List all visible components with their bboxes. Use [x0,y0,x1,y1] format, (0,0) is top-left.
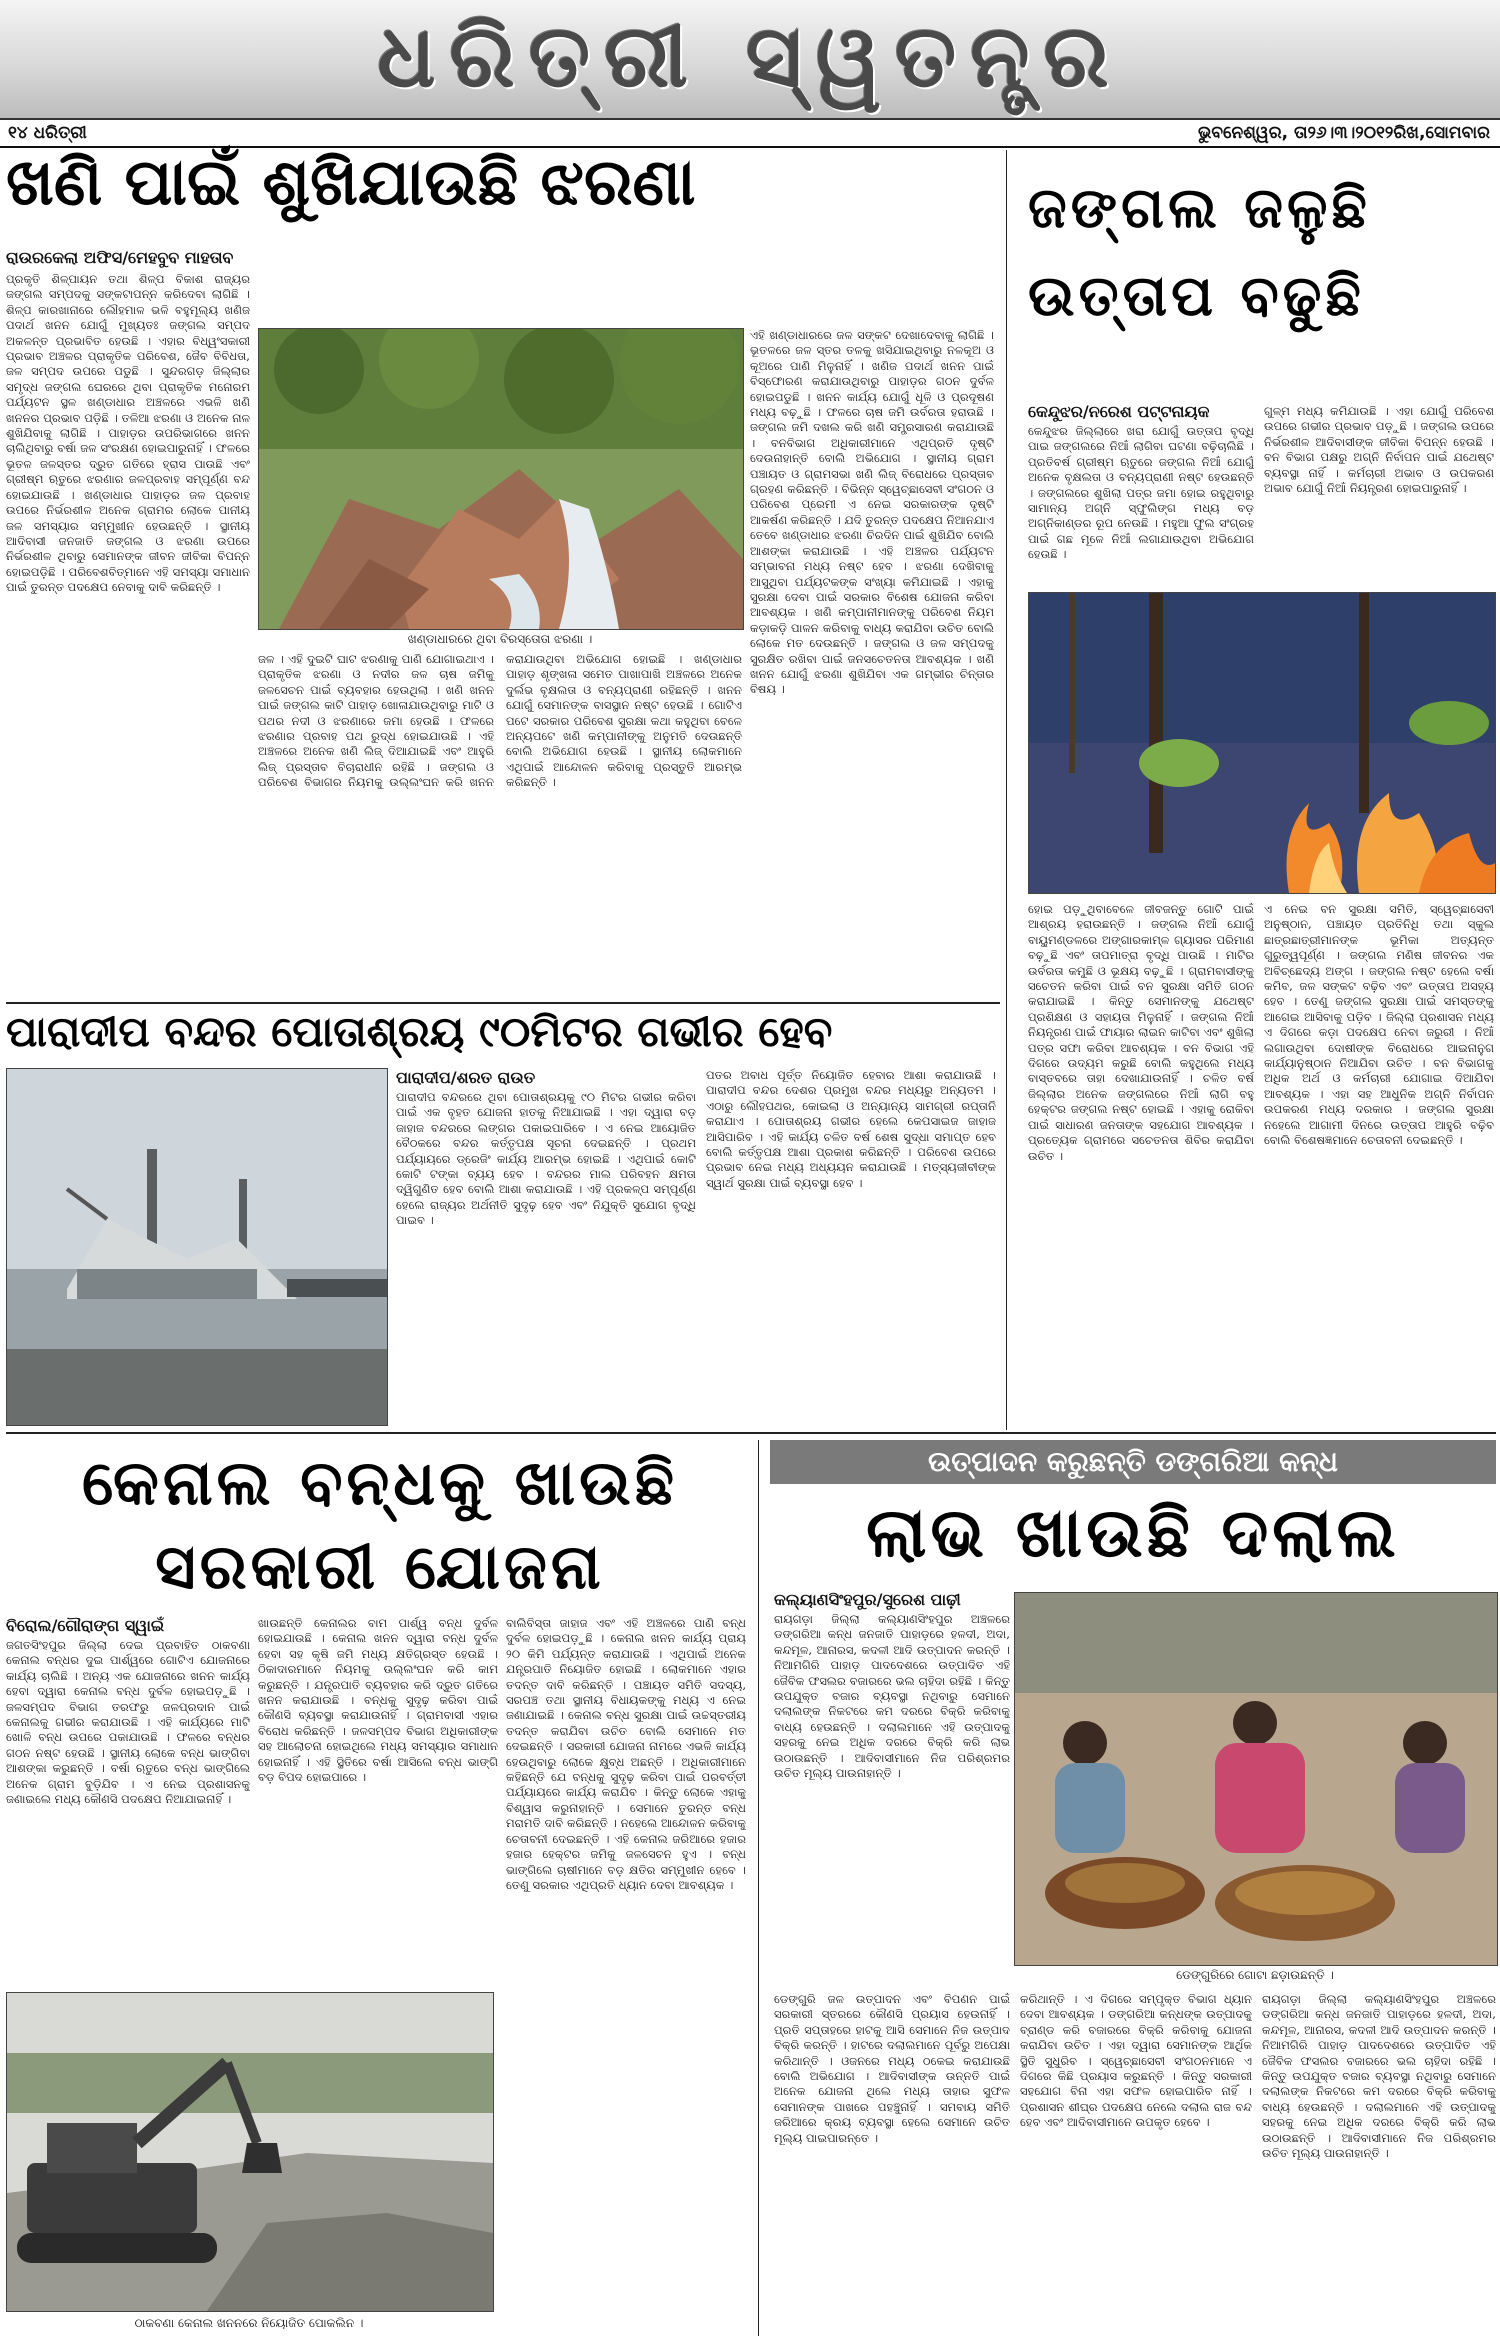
story4-photo-caption: ଠାକବଣା କେନାଲ ଖନନରେ ନିୟୋଜିତ ପୋକଲିନ । [134,2316,364,2330]
story2-column-1: କେନ୍ଦୁଝର ଜିଲ୍ଲାରେ ଖରା ଯୋଗୁଁ ଉତ୍ତାପ ବୃଦ୍ଧି ପାଇ ଜଙ୍ଗଲରେ ନିଆଁ ଲାଗିବା ଘଟଣା ବଢ଼ିଚାଲିଛି । ପ୍ରତିବର୍ଷ ଗ୍ରୀଷ୍ମ ଋତୁରେ ଜଙ୍ଗଲ ନିଆଁ ଯୋଗୁଁ ଅନେକ ବୃକ୍ଷଲତା ଓ ବନ୍ୟପ୍ରାଣୀ ନଷ୍ଟ ହେଉଛନ୍ତି । ଜଙ୍ଗଲରେ ଶୁଖିଲା ପତ୍ର ଜମା ହୋଇ ରହୁଥିବାରୁ ସାମାନ୍ୟ ଅଗ୍ନି ସ୍ଫୁଲିଙ୍ଗ ମଧ୍ୟ ବଡ଼ ଅଗ୍ନିକାଣ୍ଡର ରୂପ ନେଉଛି । ମହୁଆ ଫୁଲ ସଂଗ୍ରହ ପାଇଁ ଗଛ ମୂଳେ ନିଆଁ ଲଗାଯାଉଥିବା ଅଭିଯୋଗ ହେଉଛି । [1028,424,1254,562]
story4-column-1: ଜଗତସିଂହପୁର ଜିଲ୍ଲା ଦେଇ ପ୍ରବାହିତ ଠାକବଣା କେନାଲ ବନ୍ଧର ଦୁଇ ପାର୍ଶ୍ୱରେ ଗୋଟିଏ ଯୋଜନାରେ କାର୍ଯ୍ୟ ଚାଲିଛି । ଅନ୍ୟ ଏକ ଯୋଜନାରେ ଖନନ କାର୍ଯ୍ୟ ହେବା ଦ୍ୱାରା କେନାଲ ବନ୍ଧ ଦୁର୍ବଳ ହୋଇପଡ଼ୁଛି । ଜଳସମ୍ପଦ ବିଭାଗ ତରଫରୁ ଜଳପ୍ରଦାନ ପାଇଁ କେନାଲକୁ ଗଭୀର କରାଯାଉଛି । ଏହି କାର୍ଯ୍ୟରେ ମାଟି ଖୋଳି ବନ୍ଧ ଉପରେ ପକାଯାଉଛି । ଫଳରେ ବନ୍ଧର ଗଠନ ନଷ୍ଟ ହେଉଛି । ସ୍ଥାନୀୟ ଲୋକେ ବନ୍ଧ ଭାଙ୍ଗିବା ଆଶଙ୍କା କରୁଛନ୍ତି । ବର୍ଷା ଋତୁରେ ବନ୍ଧ ଭାଙ୍ଗିଲେ ଅନେକ ଗ୍ରାମ ବୁଡ଼ିଯିବ । ଏ ନେଇ ପ୍ରଶାସନକୁ ଜଣାଇଲେ ମଧ୍ୟ କୌଣସି ପଦକ୍ଷେପ ନିଆଯାଇନାହିଁ । [6,1638,250,1807]
story4-headline-line1: କେନାଲ ବନ୍ଧକୁ ଖାଉଛି [81,1446,679,1519]
story5-column-3: କରିଥାନ୍ତି । ଏ ଦିଗରେ ସମ୍ପୃକ୍ତ ବିଭାଗ ଧ୍ୟାନ ଦେବା ଆବଶ୍ୟକ । ଡଙ୍ଗରିଆ କନ୍ଧଙ୍କ ଉତ୍ପାଦକୁ ବ୍ରାଣ୍ଡ କରି ବଜାରରେ ବିକ୍ରି କରିବାକୁ ଯୋଜନା କରାଯିବା ଉଚିତ । ଏହା ଦ୍ୱାରା ସେମାନଙ୍କ ଆର୍ଥିକ ସ୍ଥିତି ସୁଧୁରିବ । ସ୍ୱେଚ୍ଛାସେବୀ ସଂଗଠନମାନେ ଏ ଦିଗରେ କିଛି ପ୍ରୟାସ କରୁଛନ୍ତି । କିନ୍ତୁ ସରକାରୀ ସହଯୋଗ ବିନା ଏହା ସଫଳ ହୋଇପାରିବ ନାହିଁ । ପ୍ରଶାସନ ଶୀଘ୍ର ପଦକ୍ଷେପ ନେଲେ ଦଲାଲ ରାଜ ବନ୍ଦ ହେବ ଏବଂ ଆଦିବାସୀମାନେ ଉପକୃତ ହେବେ । [1020,1992,1252,2130]
masthead [0,0,1500,120]
story1-column-2: ଜଳ । ଏହି ଦୁଇଟି ଘାଟ ଝରଣାକୁ ପାଣି ଯୋଗାଇଥାଏ । ପ୍ରାକୃତିକ ଝରଣା ଓ ନଦୀର ଜଳ ଚାଷ ଜମିକୁ ଜଳସେଚନ ପାଇଁ ବ୍ୟବହାର ହେଉଥିଲା । ଖଣି ଖନନ ପାଇଁ ଜଙ୍ଗଲ କାଟି ପାହାଡ଼ ଖୋଳାଯାଉଥିବାରୁ ମାଟି ଓ ପଥର ନଦୀ ଓ ଝରଣାରେ ଜମା ହେଉଛି । ଫଳରେ ଝରଣାର ପ୍ରବାହ ପଥ ରୁଦ୍ଧ ହୋଇଯାଉଛି । ଏହି ଅଞ୍ଚଳରେ ଅନେକ ଖଣି ଲିଜ୍ ଦିଆଯାଇଛି ଏବଂ ଆହୁରି ଲିଜ୍ ପ୍ରସ୍ତାବ ବିଚାରାଧୀନ ରହିଛି । ଜଙ୍ଗଲ ଓ ପରିବେଶ ବିଭାଗର ନିୟମକୁ ଉଲ୍ଲଂଘନ କରି ଖନନ କରାଯାଉଥିବା ଅଭିଯୋଗ ହୋଇଛି । ଖଣ୍ଡାଧାର ପାହାଡ଼ ଶୃଙ୍ଖଳା ସମେତ ପାଖାପାଖି ଅଞ୍ଚଳରେ ଅନେକ ଦୁର୍ଲଭ ବୃକ୍ଷଲତା ଓ ବନ୍ୟପ୍ରାଣୀ ରହିଛନ୍ତି । ଖନନ ଯୋଗୁଁ ସେମାନଙ୍କ ବାସସ୍ଥାନ ନଷ୍ଟ ହେଉଛି । ଗୋଟିଏ ପଟେ ସରକାର ପରିବେଶ ସୁରକ୍ଷା କଥା କହୁଥିବା ବେଳେ ଅନ୍ୟପଟେ ଖଣି କମ୍ପାନୀଙ୍କୁ ଅନୁମତି ଦେଉଛନ୍ତି ବୋଲି ଅଭିଯୋଗ ହେଉଛି । ସ୍ଥାନୀୟ ଲୋକମାନେ ଏଥିପାଇଁ ଆନ୍ଦୋଳନ କରିବାକୁ ପ୍ରସ୍ତୁତି ଆରମ୍ଭ କରିଛନ୍ତି । [258,652,742,790]
story3-byline: ପାରାଦୀପ/ଶରତ ରାଉତ [396,1068,536,1087]
port-dredging-image [7,1069,387,1425]
story2-headline-line2: ଉତ୍ତାପ ବଢୁଛି [1028,264,1365,329]
story4-column-3: ବାଲିବିସ୍ତା ଜାହାଜ ଏବଂ ଏହି ଅଞ୍ଚଳରେ ପାଣି ବନ୍ଧ ଦୁର୍ବଳ ହୋଇପଡ଼ୁଛି । କେନାଲ ଖନନ କାର୍ଯ୍ୟ ପ୍ରାୟ ୨୦ କିମି ପର୍ଯ୍ୟନ୍ତ କରାଯାଉଛି । ଏଥିପାଇଁ ଅନେକ ଯନ୍ତ୍ରପାତି ନିୟୋଜିତ ହୋଇଛି । ଲୋକମାନେ ଏହାର ତଦନ୍ତ ଦାବି କରିଛନ୍ତି । ପଞ୍ଚାୟତ ସମିତି ସଦସ୍ୟ, ସରପଞ୍ଚ ତଥା ସ୍ଥାନୀୟ ବିଧାୟକଙ୍କୁ ମଧ୍ୟ ଏ ନେଇ ଜଣାଯାଇଛି । କେନାଲ ବନ୍ଧ ସୁରକ୍ଷା ପାଇଁ ଉଚ୍ଚସ୍ତରୀୟ ତଦନ୍ତ କରାଯିବା ଉଚିତ ବୋଲି ସେମାନେ ମତ ଦେଇଛନ୍ତି । ସରକାରୀ ଯୋଜନା ନାମରେ ଏଭଳି କାର୍ଯ୍ୟ ହେଉଥିବାରୁ ଲୋକେ କ୍ଷୁବ୍ଧ ଅଛନ୍ତି । ଅଧିକାରୀମାନେ କହିଛନ୍ତି ଯେ ବନ୍ଧକୁ ସୁଦୃଢ଼ କରିବା ପାଇଁ ପରବର୍ତ୍ତୀ ପର୍ଯ୍ୟାୟରେ କାର୍ଯ୍ୟ କରାଯିବ । କିନ୍ତୁ ଲୋକେ ଏହାକୁ ବିଶ୍ୱାସ କରୁନାହାନ୍ତି । ସେମାନେ ତୁରନ୍ତ ବନ୍ଧ ମରାମତି ଦାବି କରିଛନ୍ତି । ନହେଲେ ଆନ୍ଦୋଳନ କରିବାକୁ ଚେତାବନୀ ଦେଇଛନ୍ତି । ଏହି କେନାଲ ଜରିଆରେ ହଜାର ହଜାର ହେକ୍ଟର ଜମିକୁ ଜଳସେଚନ ହୁଏ । ବନ୍ଧ ଭାଙ୍ଗିଲେ ଚାଷୀମାନେ ବଡ଼ କ୍ଷତିର ସମ୍ମୁଖୀନ ହେବେ । ତେଣୁ ସରକାର ଏଥିପ୍ରତି ଧ୍ୟାନ ଦେବା ଆବଶ୍ୟକ । [506,1616,746,1892]
story4-byline: ବିରୋଲ/ଗୌରାଙ୍ଗ ସ୍ୱାଇଁ [6,1616,165,1635]
forest-fire-image [1029,593,1495,893]
story1-photo [258,328,744,630]
waterfall-rocks-image [259,329,743,629]
section-rule [6,1432,1496,1434]
story1-column-3: ଏହି ଖଣ୍ଡାଧାରରେ ଜଳ ସଙ୍କଟ ଦେଖାଦେବାକୁ ଲାଗିଛି । ଭୂତଳରେ ଜଳ ସ୍ତର ତଳକୁ ଖସିଯାଇଥିବାରୁ ନଳକୂଅ ଓ କୂଅରେ ପାଣି ମିଳୁନାହିଁ । ଖଣିଜ ପଦାର୍ଥ ଖନନ ପାଇଁ ବିସ୍ଫୋରଣ କରାଯାଉଥିବାରୁ ପାହାଡ଼ର ଗଠନ ଦୁର୍ବଳ ହୋଇପଡୁଛି । ଖନନ କାର୍ଯ୍ୟ ଯୋଗୁଁ ଧୂଳି ଓ ପ୍ରଦୂଷଣ ମଧ୍ୟ ବଢ଼ୁଛି । ଫଳରେ ଚାଷ ଜମି ଉର୍ବରତା ହରାଉଛି । ଜଙ୍ଗଲ ଜମି ଦଖଲ କରି ଖଣି ସମ୍ପ୍ରସାରଣ କରାଯାଉଛି । ବନବିଭାଗ ଅଧିକାରୀମାନେ ଏଥିପ୍ରତି ଦୃଷ୍ଟି ଦେଉନାହାନ୍ତି ବୋଲି ଅଭିଯୋଗ । ସ୍ଥାନୀୟ ଗ୍ରାମ ପଞ୍ଚାୟତ ଓ ଗ୍ରାମସଭା ଖଣି ଲିଜ୍ ବିରୋଧରେ ପ୍ରସ୍ତାବ ଗ୍ରହଣ କରିଛନ୍ତି । ବିଭିନ୍ନ ସ୍ୱେଚ୍ଛାସେବୀ ସଂଗଠନ ଓ ପରିବେଶ ପ୍ରେମୀ ଏ ନେଇ ସରକାରଙ୍କ ଦୃଷ୍ଟି ଆକର୍ଷଣ କରିଛନ୍ତି । ଯଦି ତୁରନ୍ତ ପଦକ୍ଷେପ ନିଆନଯାଏ ତେବେ ଖଣ୍ଡାଧାର ଝରଣା ଚିରଦିନ ପାଇଁ ଶୁଖିଯିବ ବୋଲି ଆଶଙ୍କା କରାଯାଉଛି । ଏହି ଅଞ୍ଚଳର ପର୍ଯ୍ୟଟନ ସମ୍ଭାବନା ମଧ୍ୟ ନଷ୍ଟ ହେବ । ଝରଣା ଦେଖିବାକୁ ଆସୁଥିବା ପର୍ଯ୍ୟଟକଙ୍କ ସଂଖ୍ୟା କମିଯାଇଛି । ଏହାକୁ ସୁରକ୍ଷା ଦେବା ପାଇଁ ସରକାର ବିଶେଷ ଯୋଜନା କରିବା ଆବଶ୍ୟକ । ଖଣି କମ୍ପାନୀମାନଙ୍କୁ ପରିବେଶ ନିୟମ କଡ଼ାକଡ଼ି ପାଳନ କରିବାକୁ ବାଧ୍ୟ କରାଯିବା ଉଚିତ ବୋଲି ଲୋକେ ମତ ଦେଉଛନ୍ତି । ଜଙ୍ଗଲ ଓ ଜଳ ସମ୍ପଦକୁ ସୁରକ୍ଷିତ ରଖିବା ପାଇଁ ଜନସଚେତନତା ଆବଶ୍ୟକ । ଖଣି ଖନନ ଯୋଗୁଁ ଝରଣା ଶୁଖିଯିବା ଏକ ଗମ୍ଭୀର ଚିନ୍ତାର ବିଷୟ । [750,328,994,697]
story5-column-2: ଡେଙ୍ଗୁରି ଜଳ ଉତ୍ପାଦନ ଏବଂ ବିପଣନ ପାଇଁ ସରକାରୀ ସ୍ତରରେ କୌଣସି ପ୍ରୟାସ ହେଉନାହିଁ । ପ୍ରତି ସପ୍ତାହରେ ହାଟକୁ ଆସି ସେମାନେ ନିଜ ଉତ୍ପାଦ ବିକ୍ରି କରନ୍ତି । ହାଟରେ ଦଲାଲମାନେ ପୂର୍ବରୁ ଅପେକ୍ଷା କରିଥାନ୍ତି । ଓଜନରେ ମଧ୍ୟ ଠକେଇ କରାଯାଉଛି ବୋଲି ଅଭିଯୋଗ । ଆଦିବାସୀଙ୍କ ଉନ୍ନତି ପାଇଁ ଅନେକ ଯୋଜନା ଥିଲେ ମଧ୍ୟ ତାହାର ସୁଫଳ ସେମାନଙ୍କ ପାଖରେ ପହଞ୍ଚୁନାହିଁ । ସମବାୟ ସମିତି ଜରିଆରେ କ୍ରୟ ବ୍ୟବସ୍ଥା ହେଲେ ସେମାନେ ଉଚିତ ମୂଲ୍ୟ ପାଇପାରନ୍ତେ । [774,1992,1010,2145]
story1-column-1: ପ୍ରକୃତି ଶିଳ୍ପାୟନ ତଥା ଶିଳ୍ପ ବିକାଶ ରାଜ୍ୟର ଜଙ୍ଗଲ ସମ୍ପଦକୁ ସଙ୍କଟାପନ୍ନ କରିଦେବା ଲାଗିଛି । ଶିଳ୍ପ କାରଖାନାରେ ଲୌହମାଳ ଭଳି ବହୁମୂଲ୍ୟ ଖଣିଜ ପଦାର୍ଥ ଖନନ ଯୋଗୁଁ ମୁଖ୍ୟତଃ ଜଙ୍ଗଲ ସମ୍ପଦ ଅକଳନ୍ତ ପ୍ରଭାବିତ ହେଉଛି । ଏହାର ବିଧ୍ୱଂସକାରୀ ପ୍ରଭାବ ଅଞ୍ଚଳର ପ୍ରାକୃତିକ ପରିବେଶ, ଜୈବ ବିବିଧତା, ଜଳ ସମ୍ପଦ ଉପରେ ପଡୁଛି । ସୁନ୍ଦରଗଡ଼ ଜିଲ୍ଲାର ସମୃଦ୍ଧ ଜଙ୍ଗଲ ଘେରରେ ଥିବା ପ୍ରାକୃତିକ ମନୋରମ ପର୍ଯ୍ୟଟନ ସ୍ଥଳ ଖଣ୍ଡାଧାର ଅଞ୍ଚଳରେ ଏଭଳି ଖଣି ଖନନର ପ୍ରଭାବ ପଡ଼ିଛି । ତଳିଆ ଝରଣା ଓ ଅନେକ ନାଳ ଶୁଖିଯିବାକୁ ଲାଗିଛି । ପାହାଡ଼ର ଉପରିଭାଗରେ ଖନନ ଚାଲିଥିବାରୁ ବର୍ଷା ଜଳ ସଂରକ୍ଷଣ ହୋଇପାରୁନାହିଁ । ଫଳରେ ଭୂତଳ ଜଳସ୍ତର ଦ୍ରୁତ ଗତିରେ ହ୍ରାସ ପାଉଛି ଏବଂ ଗ୍ରୀଷ୍ମ ଋତୁରେ ଝରଣାର ଜଳପ୍ରବାହ ସମ୍ପୂର୍ଣ୍ଣ ବନ୍ଦ ହୋଇଯାଉଛି । ଖଣ୍ଡାଧାର ପାହାଡ଼ର ଜଳ ପ୍ରବାହ ଉପରେ ନିର୍ଭରଶୀଳ ଅନେକ ଗ୍ରାମର ଲୋକେ ପାନୀୟ ଜଳ ସମସ୍ୟାର ସମ୍ମୁଖୀନ ହେଉଛନ୍ତି । ସ୍ଥାନୀୟ ଆଦିବାସୀ ଜନଜାତି ଜଙ୍ଗଲ ଓ ଝରଣା ଉପରେ ନିର୍ଭରଶୀଳ ଥିବାରୁ ସେମାନଙ୍କ ଜୀବନ ଜୀବିକା ବିପନ୍ନ ହୋଇପଡ଼ିଛି । ପରିବେଶବିତ୍‌ମାନେ ଏହି ସମସ୍ୟା ସମାଧାନ ପାଇଁ ତୁରନ୍ତ ପଦକ୍ଷେପ ନେବାକୁ ଦାବି କରିଛନ୍ତି । [6,272,250,595]
story5-column-1: ରାୟଗଡ଼ା ଜିଲ୍ଲା କଲ୍ୟାଣସିଂହପୁର ଅଞ୍ଚଳରେ ଡଙ୍ଗରିଆ କନ୍ଧ ଜନଜାତି ପାହାଡ଼ରେ ହଳଦୀ, ଅଦା, କନ୍ଦମୂଳ, ଆନାରସ, କଦଳୀ ଆଦି ଉତ୍ପାଦନ କରନ୍ତି । ନିଆମଗିରି ପାହାଡ଼ ପାଦଦେଶରେ ଉତ୍ପାଦିତ ଏହି ଜୈବିକ ଫସଲର ବଜାରରେ ଭଲ ଚାହିଦା ରହିଛି । କିନ୍ତୁ ଉପଯୁକ୍ତ ବଜାର ବ୍ୟବସ୍ଥା ନଥିବାରୁ ସେମାନେ ଦଲାଲଙ୍କ ନିକଟରେ କମ ଦରରେ ବିକ୍ରି କରିବାକୁ ବାଧ୍ୟ ହେଉଛନ୍ତି । ଦଲାଲମାନେ ଏହି ଉତ୍ପାଦକୁ ସହରକୁ ନେଇ ଅଧିକ ଦରରେ ବିକ୍ରି କରି ଲାଭ ଉଠାଉଛନ୍ତି । ଆଦିବାସୀମାନେ ନିଜ ପରିଶ୍ରମର ଉଚିତ ମୂଲ୍ୟ ପାଉନାହାନ୍ତି । [774,1612,1010,1781]
story5-kicker: ଉତ୍ପାଦନ କରୁଛନ୍ତି ଡଙ୍ଗରିଆ କନ୍ଧ [770,1440,1496,1484]
story5-photo [1014,1592,1498,1966]
column-divider [758,1440,759,2336]
story2-column-3: ହୋଇ ପଡ଼ୁଥିବାବେଳେ ଜୀବଜନ୍ତୁ ଗୋଟି ପାଇଁ ଆଶ୍ରୟ ହରାଉଛନ୍ତି । ଜଙ୍ଗଲ ନିଆଁ ଯୋଗୁଁ ବାୟୁମଣ୍ଡଳରେ ଅଙ୍ଗାରକାମ୍ଳ ଗ୍ୟାସର ପରିମାଣ ବଢ଼ୁଛି ଏବଂ ତାପମାତ୍ରା ବୃଦ୍ଧି ପାଉଛି । ମାଟିର ଉର୍ବରତା କମୁଛି ଓ ଭୂକ୍ଷୟ ବଢ଼ୁଛି । ଗ୍ରାମବାସୀଙ୍କୁ ସଚେତନ କରିବା ପାଇଁ ବନ ସୁରକ୍ଷା ସମିତି ଗଠନ କରାଯାଇଛି । କିନ୍ତୁ ସେମାନଙ୍କୁ ଯଥେଷ୍ଟ ପ୍ରଶିକ୍ଷଣ ଓ ସହାୟତା ମିଳୁନାହିଁ । ଜଙ୍ଗଲ ନିଆଁ ନିୟନ୍ତ୍ରଣ ପାଇଁ ଫାୟାର ଲାଇନ କାଟିବା ଏବଂ ଶୁଖିଲା ପତ୍ର ସଫା କରିବା ଆବଶ୍ୟକ । ବନ ବିଭାଗ ଏହି ଦିଗରେ ଉଦ୍ୟମ କରୁଛି ବୋଲି କହୁଥିଲେ ମଧ୍ୟ ବାସ୍ତବରେ ତାହା ଦେଖାଯାଉନାହିଁ । ଚଳିତ ବର୍ଷ ଜିଲ୍ଲାର ଅନେକ ଜଙ୍ଗଲରେ ନିଆଁ ଲାଗି ବହୁ ହେକ୍ଟର ଜଙ୍ଗଲ ନଷ୍ଟ ହୋଇଛି । ଏହାକୁ ରୋକିବା ପାଇଁ ସାଧାରଣ ଜନତାଙ୍କ ସହଯୋଗ ଆବଶ୍ୟକ । ପ୍ରତ୍ୟେକ ଗ୍ରାମରେ ସଚେତନତା ଶିବିର କରାଯିବା ଉଚିତ । [1028,902,1254,1163]
excavator-image [7,1993,493,2311]
story4-headline-line2: ସରକାରୀ ଯୋଜନା [155,1530,605,1603]
story5-byline: କଲ୍ୟାଣସିଂହପୁର/ସୁରେଶ ପାଢ଼ୀ [774,1590,961,1609]
story1-photo-caption: ଖଣ୍ଡାଧାରରେ ଥିବା ବିରସ୍ତୋତା ଝରଣା । [407,632,593,646]
tribal-women-image [1015,1593,1497,1965]
story3-column-1: ପାରାଦୀପ ବନ୍ଦରରେ ଥିବା ପୋତାଶ୍ରୟକୁ ୯୦ ମିଟର ଗଭୀର କରିବା ପାଇଁ ଏକ ବୃହତ ଯୋଜନା ହାତକୁ ନିଆଯାଇଛି । ଏହା ଦ୍ୱାରା ବଡ଼ ଜାହାଜ ବନ୍ଦରରେ ଲଙ୍ଗର ପକାଇପାରିବେ । ଏ ନେଇ ଆୟୋଜିତ ବୈଠକରେ ବନ୍ଦର କର୍ତ୍ତୃପକ୍ଷ ସୂଚନା ଦେଇଛନ୍ତି । ପ୍ରଥମ ପର୍ଯ୍ୟାୟରେ ଡ୍ରେଜିଂ କାର୍ଯ୍ୟ ଆରମ୍ଭ ହୋଇଛି । ଏଥିପାଇଁ କୋଟି କୋଟି ଟଙ୍କା ବ୍ୟୟ ହେବ । ବନ୍ଦରର ମାଲ ପରିବହନ କ୍ଷମତା ଦ୍ୱିଗୁଣିତ ହେବ ବୋଲି ଆଶା କରାଯାଉଛି । ଏହି ପ୍ରକଳ୍ପ ସମ୍ପୂର୍ଣ୍ଣ ହେଲେ ରାଜ୍ୟର ଅର୍ଥନୀତି ସୁଦୃଢ଼ ହେବ ଏବଂ ନିଯୁକ୍ତି ସୁଯୋଗ ବୃଦ୍ଧି ପାଇବ । [396,1090,696,1228]
page-number: ୧୪ ଧରିତ୍ରୀ [8,123,87,143]
story2-column-4: ଏ ନେଇ ବନ ସୁରକ୍ଷା ସମିତି, ସ୍ୱେଚ୍ଛାସେବୀ ଅନୁଷ୍ଠାନ, ପଞ୍ଚାୟତ ପ୍ରତିନିଧି ତଥା ସ୍କୁଲ ଛାତ୍ରଛାତ୍ରୀମାନଙ୍କ ଭୂମିକା ଅତ୍ୟନ୍ତ ଗୁରୁତ୍ୱପୂର୍ଣ୍ଣ । ଜଙ୍ଗଲ ମଣିଷ ଜୀବନର ଏକ ଅବିଚ୍ଛେଦ୍ୟ ଅଙ୍ଗ । ଜଙ୍ଗଲ ନଷ୍ଟ ହେଲେ ବର୍ଷା କମିବ, ଜଳ ସଙ୍କଟ ବଢ଼ିବ ଏବଂ ଉତ୍ତାପ ଅସହ୍ୟ ହେବ । ତେଣୁ ଜଙ୍ଗଲ ସୁରକ୍ଷା ପାଇଁ ସମସ୍ତଙ୍କୁ ଆଗେଇ ଆସିବାକୁ ପଡ଼ିବ । ଜିଲ୍ଲା ପ୍ରଶାସନ ମଧ୍ୟ ଏ ଦିଗରେ କଡ଼ା ପଦକ୍ଷେପ ନେବା ଜରୁରୀ । ନିଆଁ ଲଗାଉଥିବା ଦୋଷୀଙ୍କ ବିରୋଧରେ ଆଇନାନୁଗ କାର୍ଯ୍ୟାନୁଷ୍ଠାନ ନିଆଯିବା ଉଚିତ । ବନ ବିଭାଗକୁ ଅଧିକ ଅର୍ଥ ଓ କର୍ମଚାରୀ ଯୋଗାଇ ଦିଆଯିବା ଆବଶ୍ୟକ । ଏହା ସହ ଆଧୁନିକ ଅଗ୍ନି ନିର୍ବାପନ ଉପକରଣ ମଧ୍ୟ ଦରକାର । ଜଙ୍ଗଲ ସୁରକ୍ଷା ନହେଲେ ଆଗାମୀ ଦିନରେ ଉତ୍ତାପ ଆହୁରି ବଢ଼ିବ ବୋଲି ବିଶେଷଜ୍ଞମାନେ ଚେତାବନୀ ଦେଇଛନ୍ତି । [1264,902,1494,1148]
story2-headline-line1: ଜଙ୍ଗଲ ଜଳୁଛି [1028,176,1371,241]
story5-column-4: ରାୟଗଡ଼ା ଜିଲ୍ଲା କଲ୍ୟାଣସିଂହପୁର ଅଞ୍ଚଳରେ ଡଙ୍ଗରିଆ କନ୍ଧ ଜନଜାତି ପାହାଡ଼ରେ ହଳଦୀ, ଅଦା, କନ୍ଦମୂଳ, ଆନାରସ, କଦଳୀ ଆଦି ଉତ୍ପାଦନ କରନ୍ତି । ନିଆମଗିରି ପାହାଡ଼ ପାଦଦେଶରେ ଉତ୍ପାଦିତ ଏହି ଜୈବିକ ଫସଲର ବଜାରରେ ଭଲ ଚାହିଦା ରହିଛି । କିନ୍ତୁ ଉପଯୁକ୍ତ ବଜାର ବ୍ୟବସ୍ଥା ନଥିବାରୁ ସେମାନେ ଦଲାଲଙ୍କ ନିକଟରେ କମ ଦରରେ ବିକ୍ରି କରିବାକୁ ବାଧ୍ୟ ହେଉଛନ୍ତି । ଦଲାଲମାନେ ଏହି ଉତ୍ପାଦକୁ ସହରକୁ ନେଇ ଅଧିକ ଦରରେ ବିକ୍ରି କରି ଲାଭ ଉଠାଉଛନ୍ତି । ଆଦିବାସୀମାନେ ନିଜ ପରିଶ୍ରମର ଉଚିତ ମୂଲ୍ୟ ପାଉନାହାନ୍ତି । [1262,1992,1496,2161]
story2-photo [1028,592,1496,894]
story2-byline: କେନ୍ଦୁଝର/ନରେଶ ପଟ୍ଟନାୟକ [1028,402,1210,421]
masthead-title: ଧରିତ୍ରୀ ସ୍ୱତନ୍ତ୍ର [377,6,1123,107]
story3-column-2: ପତର ଅବାଧ ପୂର୍ତ୍ତ ନିୟୋଜିତ ହେବାର ଆଶା କରାଯାଉଛି । ପାରାଦୀପ ବନ୍ଦର ଦେଶର ପ୍ରମୁଖ ବନ୍ଦର ମଧ୍ୟରୁ ଅନ୍ୟତମ । ଏଠାରୁ ଲୌହପଥର, କୋଇଲା ଓ ଅନ୍ୟାନ୍ୟ ସାମଗ୍ରୀ ରପ୍ତାନି କରାଯାଏ । ପୋତାଶ୍ରୟ ଗଭୀର ହେଲେ କେପସାଇଜ ଜାହାଜ ଆସିପାରିବ । ଏହି କାର୍ଯ୍ୟ ଚଳିତ ବର୍ଷ ଶେଷ ସୁଦ୍ଧା ସମାପ୍ତ ହେବ ବୋଲି କର୍ତ୍ତୃପକ୍ଷ ଆଶା ପ୍ରକାଶ କରିଛନ୍ତି । ପରିବେଶ ଉପରେ ପ୍ରଭାବ ନେଇ ମଧ୍ୟ ଅଧ୍ୟୟନ କରାଯାଉଛି । ମତ୍ସ୍ୟଜୀବୀଙ୍କ ସ୍ୱାର୍ଥ ସୁରକ୍ଷା ପାଇଁ ବ୍ୟବସ୍ଥା ହେବ । [706,1068,996,1190]
story1-headline: ଖଣି ପାଇଁ ଶୁଖିଯାଉଛି ଝରଣା [6,146,696,220]
issue-date: ଭୁବନେଶ୍ୱର, ତା୨୬।୩।୨୦୧୨ରିଖ,ସୋମବାର [1198,123,1490,143]
story3-headline: ପାରାଦୀପ ବନ୍ଦର ପୋତାଶ୍ରୟ ୯୦ମିଟର ଗଭୀର ହେବ [6,1007,833,1056]
section-rule [6,1002,1000,1004]
dateline [0,120,1500,148]
story3-photo [6,1068,388,1426]
column-divider [1006,150,1007,1430]
story4-photo [6,1992,494,2312]
story4-column-2: ଖାଉଛନ୍ତି କେନାଲର ବାମ ପାର୍ଶ୍ୱ ବନ୍ଧ ଦୁର୍ବଳ ହୋଇଯାଉଛି । କେନାଲ ଖନନ ଦ୍ୱାରା ବନ୍ଧ ଦୁର୍ବଳ ହେବା ସହ କୃଷି ଜମି ମଧ୍ୟ କ୍ଷତିଗ୍ରସ୍ତ ହେଉଛି । ଠିକାଦାରମାନେ ନିୟମକୁ ଉଲ୍ଲଂଘନ କରି କାମ କରୁଛନ୍ତି । ଯନ୍ତ୍ରପାତି ବ୍ୟବହାର କରି ଦ୍ରୁତ ଗତିରେ ଖନନ କରାଯାଉଛି । ବନ୍ଧକୁ ସୁଦୃଢ଼ କରିବା ପାଇଁ କୌଣସି ବ୍ୟବସ୍ଥା କରାଯାଉନାହିଁ । ଗ୍ରାମବାସୀ ଏହାର ବିରୋଧ କରିଛନ୍ତି । ଜଳସମ୍ପଦ ବିଭାଗ ଅଧିକାରୀଙ୍କ ସହ ଆଲୋଚନା ହୋଇଥିଲେ ମଧ୍ୟ ସମସ୍ୟାର ସମାଧାନ ହୋଇନାହିଁ । ଏହି ସ୍ଥିତିରେ ବର୍ଷା ଆସିଲେ ବନ୍ଧ ଭାଙ୍ଗି ବଡ଼ ବିପଦ ହୋଇପାରେ । [258,1616,498,1785]
story2-column-2: ଗୁଳ୍ମ ମଧ୍ୟ କମିଯାଉଛି । ଏହା ଯୋଗୁଁ ପରିବେଶ ଉପରେ ଗଭୀର ପ୍ରଭାବ ପଡ଼ୁଛି । ଜଙ୍ଗଲ ଉପରେ ନିର୍ଭରଶୀଳ ଆଦିବାସୀଙ୍କ ଜୀବିକା ବିପନ୍ନ ହେଉଛି । ବନ ବିଭାଗ ପକ୍ଷରୁ ଅଗ୍ନି ନିର୍ବାପନ ପାଇଁ ଯଥେଷ୍ଟ ବ୍ୟବସ୍ଥା ନାହିଁ । କର୍ମଚାରୀ ଅଭାବ ଓ ଉପକରଣ ଅଭାବ ଯୋଗୁଁ ନିଆଁ ନିୟନ୍ତ୍ରଣ ହୋଇପାରୁନାହିଁ । [1264,404,1494,496]
story1-byline: ରାଉରକେଲା ଅଫିସ/ମେହବୁବ ମାହତାବ [6,248,234,267]
story5-photo-caption: ଡେଙ୍ଗୁରିରେ ଗୋଟା ଛଡ଼ାଉଛନ୍ତି । [1176,1968,1334,1982]
story5-headline: ଲାଭ ଖାଉଛି ଦଲାଲ [866,1494,1400,1573]
